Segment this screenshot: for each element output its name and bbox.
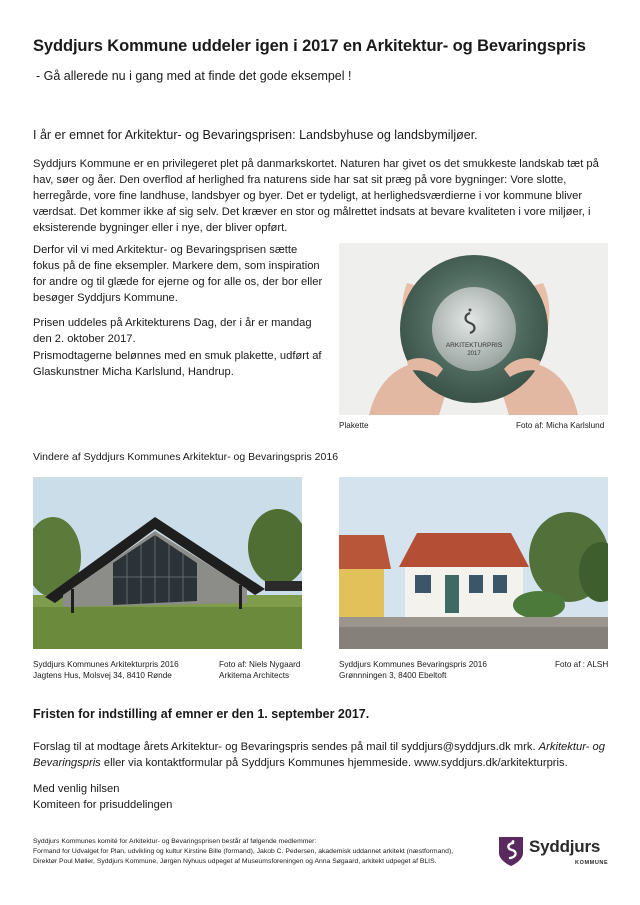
- winners-heading: Vindere af Syddjurs Kommunes Arkitektur- og Bevaringspris 2016: [33, 451, 339, 463]
- proposal-text: [33, 739, 623, 771]
- logo-name: Syddjurs: [529, 837, 601, 856]
- logo-sub: KOMMUNE: [575, 860, 609, 866]
- shield-icon: [497, 835, 525, 867]
- plaque-caption: Plakette: [339, 421, 369, 430]
- winner1-photo: [33, 477, 302, 649]
- subtitle: - Gå allerede nu i gang med at finde det gode eksempel !: [36, 69, 352, 83]
- signature: Komiteen for prisuddelingen: [33, 799, 173, 811]
- winner1-architect: Arkitema Architects: [219, 671, 290, 680]
- paragraph-1: Syddjurs Kommune er en privilegeret plet på danmarkskortet. Naturen har givet os det smukkeste landskab tæt på hav, søer og åer. Den overflod af herlighed fra naturens side har sat sit præg på vore bygninger: Vore slotte, herregårde, vore fine landhuse, landsbyer og byer. Det er tydeligt, at herlighedsværdierne i vor kommune bliver værdsat. Det kommer ikke af sig selv. Det kræver en stor og målrettet indsats at bevare kvaliteten i vore miljøer, i eksisterende bygninger eller i nye, der bliver opført.: [33, 158, 599, 234]
- winner1-line2: Jagtens Hus, Molsvej 34, 8410 Rønde: [33, 671, 172, 680]
- plaque-photo: [339, 243, 608, 415]
- syddjurs-logo: [497, 835, 617, 869]
- winner2-photo: [339, 477, 608, 649]
- footer-line-2: Formand for Udvalget for Plan, udvikling og kultur Kirstine Bille (formand), Jakob C. Pedersen, akademisk uddannet arkitekt (næstformand),: [33, 848, 454, 855]
- deadline-heading: Fristen for indstilling af emner er den 1. september 2017.: [33, 707, 370, 721]
- footer-line-3: Direktør Poul Møller, Syddjurs Kommune, Jørgen Nyhuus udpeget af Museumsforeningen og Anna Søgaard, arkitekt udpeget af BLIS.: [33, 858, 437, 865]
- proposal-text-1: Forslag til at modtage årets Arkitektur- og Bevaringspris sendes på mail til syddjurs@syddjurs.dk mrk.: [33, 741, 539, 753]
- paragraph-3: Prisen uddeles på Arkitekturens Dag, der i år er mandag den 2. oktober 2017.: [33, 317, 312, 345]
- proposal-text-2: eller via kontaktformular på Syddjurs Kommunes hjemmeside. www.syddjurs.dk/arkitekturpris.: [100, 757, 568, 769]
- plaque-engraving-year: 2017: [467, 351, 481, 357]
- intro-text: I år er emnet for Arkitektur- og Bevaringsprisen: Landsbyhuse og landsbymiljøer.: [33, 128, 478, 142]
- plaque-credit: Foto af: Micha Karlslund: [516, 421, 605, 430]
- greeting: Med venlig hilsen: [33, 783, 120, 795]
- footer-line-1: Syddjurs Kommunes komité for Arkitektur- og Bevaringsprisen består af følgende medlemmer:: [33, 838, 317, 845]
- paragraph-4: Prismodtagerne belønnes med en smuk plakette, udført af Glaskunstner Micha Karlslund, Handrup.: [33, 350, 322, 378]
- winner1-credit: Foto af: Niels Nygaard: [219, 660, 301, 669]
- winner1-line1: Syddjurs Kommunes Arkitekturpris 2016: [33, 660, 179, 669]
- page-title: Syddjurs Kommune uddeler igen i 2017 en Arkitektur- og Bevaringspris: [33, 37, 586, 55]
- winner2-line2: Grønnningen 3, 8400 Ebeltoft: [339, 671, 447, 680]
- plaque-engraving: ARKITEKTURPRIS: [445, 342, 503, 349]
- winner2-credit: Foto af : ALSH: [555, 660, 609, 669]
- proposal-italic: Arkitektur- og Bevaringspris: [33, 741, 605, 769]
- winner2-line1: Syddjurs Kommunes Bevaringspris 2016: [339, 660, 487, 669]
- footer: [33, 837, 503, 867]
- paragraph-2: Derfor vil vi med Arkitektur- og Bevaringsprisen sætte fokus på de fine eksempler. Markere dem, som inspiration for andre og til glæde for ejerne og for alle os, der bor eller besøger Syddjurs Kommune.: [33, 244, 323, 304]
- signoff: [33, 781, 172, 813]
